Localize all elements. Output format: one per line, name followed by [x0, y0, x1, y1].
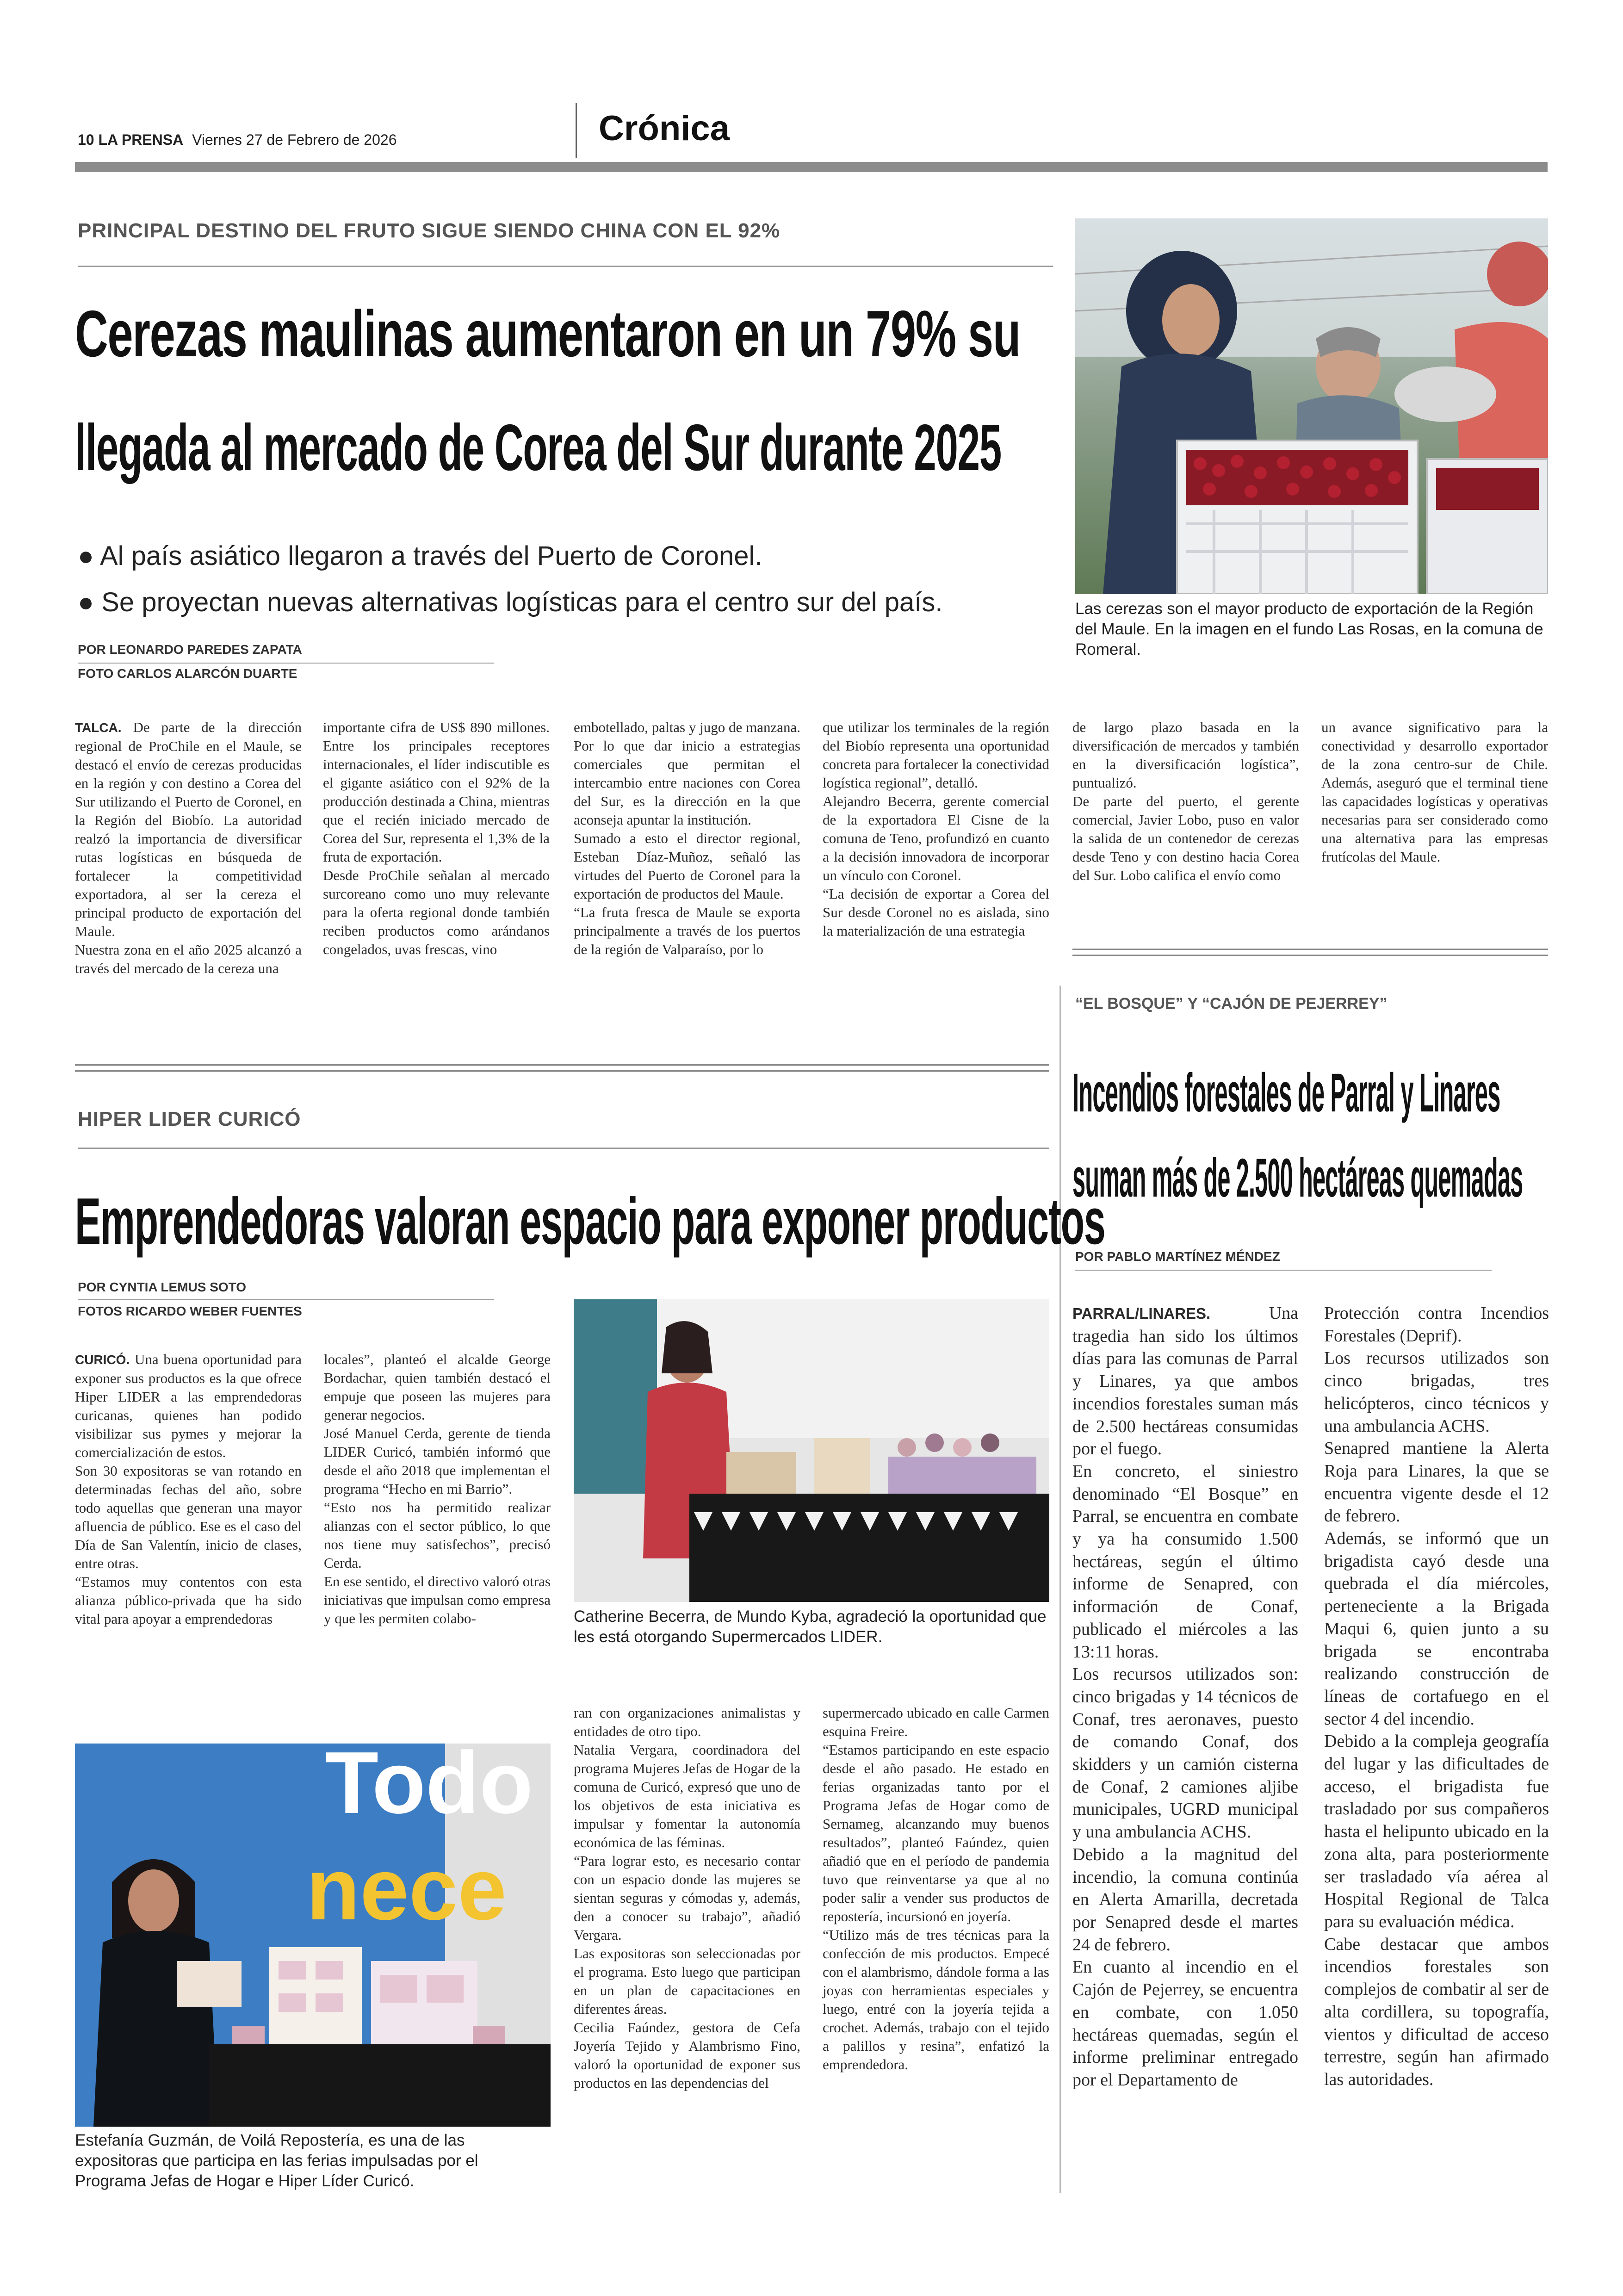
catherine-becerra-photo — [574, 1299, 1049, 1602]
article2-column-2: locales”, planteó el alcalde George Bordachar, quien también destacó el empuje que poseen las mujeres para generar negocios. José Manuel Cerda, gerente de tienda LIDER Curicó, también informó que desde el año 2018 que implementan el programa “Hecho en mi Barrio”. “Esto nos ha permitido realizar alianzas con el sector público, lo que nos tiene muy satisfechos”, precisó Cerda. En ese sentido, el directivo valoró otras iniciativas que impulsan como empresa y que les permiten colabo- — [324, 1351, 551, 1626]
article1-column-3: embotellado, paltas y jugo de manzana. Por lo que dar inicio a estrategias comerciales que permitan el intercambio entre naciones con Corea del Sur, es la dirección en la que aconseja apuntar la institución. Sumado a esto el director regional, Esteban Díaz-Muñoz, señaló las virtudes del Puerto de Coronel para la exportación de productos del Maule. “La fruta fresca de Maule se exporta principalmente a través de los puertos de la región de Valparaíso, por lo — [574, 719, 800, 957]
estefania-guzman-photo — [75, 1744, 551, 2127]
article2-title: Emprendedoras valoran espacio para exponer productos — [75, 1185, 1105, 1258]
article3-column-2: Protección contra Incendios Forestales (Deprif). Los recursos utilizados son cinco brigadas, tres helicópteros, cinco técnicos y una ambulancia ACHS. Senapred mantiene la Alerta Roja para Linares, la que se encuentra vigente desde el 12 de febrero. Además, se informó que un brigadista cayó desde una quebrada el día miércoles, perteneciente a la Brigada Maqui 6, quien junto a su brigada se encontraba realizando construcción de líneas de cortafuego en el sector 4 del incendio. Debido a la compleja geografía del lugar y las dificultades de acceso, el brigadista fue trasladado por sus compañeros hasta el helipunto ubicado en la zona alta, para posteriormente ser trasladado vía aérea al Hospital Regional de Talca para su evaluación médica. Cabe destacar que ambos incendios forestales son complejos de combatir al ser de alta cordillera, su topografía, vientos y dificultad de acceso terrestre, según han afirmado las autoridades. — [1324, 1303, 1549, 2089]
article1-byline: POR LEONARDO PAREDES ZAPATA — [78, 642, 302, 657]
article1-column-2: importante cifra de US$ 890 millones. Entre los principales receptores internacionales, el líder indiscutible es el gigante asiático con el 92% de la producción destinada a China, mientras que el recién iniciado mercado de Corea del Sur, representa el 1,3% de la fruta de exportación. Desde ProChile señalan al mercado surcoreano como uno muy relevante para la oferta regional donde también reciben productos como arándanos congelados, uvas frescas, vino — [323, 719, 550, 957]
estefania-photo-caption: Estefanía Guzmán, de Voilá Repostería, es una de las expositoras que participa en las ferias impulsadas por el Programa Jefas de Hogar e Hiper Líder Curicó. — [75, 2131, 478, 2190]
page-number: 10 — [78, 131, 94, 148]
cherry-harvest-photo — [1075, 218, 1548, 594]
article3-vertical-rule — [1059, 986, 1061, 2193]
article1-photo-credit: FOTO CARLOS ALARCÓN DUARTE — [78, 666, 297, 681]
section-divider-right — [1072, 949, 1548, 956]
article2-column-1: CURICÓ. Una buena oportunidad para exponer sus productos es la que ofrece Hiper LIDER a las emprendedoras curicanas, quienes han podido visibilizar sus pymes y mejorar la comercialización de estos. Son 30 expositoras se van rotando en determinadas fechas del año, sobre todo aquellas que generan una mayor afluencia de público. Ese es el caso del Día de San Valentín, inicio de clases, entre otras. “Estamos muy contentos con esta alianza público-privada que ha sido vital para apoyar a emprendedoras — [75, 1351, 302, 1627]
article1-bullet-2: ● Se proyectan nuevas alternativas logísticas para el centro sur del país. — [78, 587, 943, 617]
section-divider-left — [75, 1064, 1049, 1072]
banner-text-nece: nece — [306, 1840, 507, 1938]
bullet-dot-icon: ● — [78, 587, 94, 617]
article3-title-line2: suman más de 2.500 hectáreas quemadas — [1072, 1148, 1523, 1209]
article3-byline-rule — [1075, 1270, 1492, 1271]
article1-column-1: TALCA. De parte de la dirección regional de ProChile en el Maule, se destacó el envío de cerezas producidas en la región y con destino a Corea del Sur utilizando el Puerto de Coronel, en la Región del Biobío. La autoridad realzó la importancia de diversificar rutas logísticas en búsqueda de fortalecer la competitividad exportadora, al ser la cereza el principal producto de exportación del Maule. Nuestra zona en el año 2025 alcanzó a través del mercado de la cereza una — [75, 719, 302, 976]
article2-dateline: CURICÓ. — [75, 1353, 130, 1367]
header-bar — [75, 162, 1548, 172]
issue-date: Viernes 27 de Febrero de 2026 — [192, 131, 397, 148]
paper-name: LA PRENSA — [98, 131, 184, 148]
article1-column-4: que utilizar los terminales de la región del Biobío representa una oportunidad concreta para fortalecer la conectividad logística regional”, detalló. Alejandro Becerra, gerente comercial de la exportadora El Cisne de la comuna de Teno, profundizó en cuanto a la decisión innovadora de incorporar un vínculo con Coronel. “La decisión de exportar a Corea del Sur desde Coronel no es aislada, sino la materialización de una estrategia — [823, 719, 1049, 939]
kicker-rule — [78, 266, 1053, 267]
article1-column-6: un avance significativo para la conectividad y desarrollo exportador de la zona centro-sur de Chile. Además, aseguró que el terminal tiene las capacidades logísticas y operativas necesarias para ser considerado como una alternativa para las empresas frutícolas del Maule. — [1321, 719, 1548, 865]
article1-title-line2: llegada al mercado de Corea del Sur durante 2025 — [75, 411, 1002, 484]
article3-kicker: “EL BOSQUE” Y “CAJÓN DE PEJERREY” — [1075, 995, 1388, 1012]
page-header — [78, 131, 396, 149]
article2-kicker: HIPER LIDER CURICÓ — [78, 1108, 301, 1130]
section-name: Crónica — [599, 109, 730, 148]
bullet-dot-icon: ● — [78, 541, 94, 571]
article1-column-5: de largo plazo basada en la diversificación de mercados y también en la diversificación logística”, puntualizó. De parte del puerto, el gerente comercial, Javier Lobo, puso en valor la salida de un contenedor de cerezas desde Teno y con destino hacia Corea del Sur. Lobo califica el envío como — [1072, 719, 1299, 883]
article2-kicker-rule — [78, 1148, 1049, 1149]
article3-title-line1: Incendios forestales de Parral y Linares — [1072, 1062, 1500, 1123]
byline-rule — [78, 663, 494, 664]
article3-byline: POR PABLO MARTÍNEZ MÉNDEZ — [1075, 1249, 1280, 1264]
article1-bullet-1: ● Al país asiático llegaron a través del Puerto de Coronel. — [78, 541, 762, 571]
article3-dateline: PARRAL/LINARES. — [1072, 1305, 1211, 1322]
article1-kicker: PRINCIPAL DESTINO DEL FRUTO SIGUE SIENDO CHINA CON EL 92% — [78, 219, 781, 242]
article3-column-1: PARRAL/LINARES. Una tragedia han sido los últimos días para las comunas de Parral y Linares, ya que ambos incendios forestales suman más de 2.500 hectáreas consumidas por el fuego. En concreto, el siniestro denominado “El Bosque” en Parral, se encuentra en combate y ya ha consumido 1.500 hectáreas, según el último informe de Senapred, con información de Conaf, publicado el miércoles a las 13:11 horas. Los recursos utilizados son: cinco brigadas y 14 técnicos de Conaf, tres aeronaves, puesto de comando Conaf, dos skidders y un camión cisterna de Conaf, 2 camiones aljibe municipales, UGRD municipal y una ambulancia ACHS. Debido a la magnitud del incendio, la comuna continúa en Alerta Amarilla, decretada por Senapred desde el martes 24 de febrero. En cuanto al incendio en el Cajón de Pejerrey, se encuentra en combate, con 1.050 hectáreas quemadas, según el informe preliminar entregado por el Departamento de — [1072, 1303, 1298, 2090]
banner-text-todo: Todo — [325, 1744, 533, 1832]
catherine-photo-caption: Catherine Becerra, de Mundo Kyba, agradeció la oportunidad que les está otorgando Supermercados LIDER. — [574, 1607, 1047, 1646]
cherry-photo-caption: Las cerezas son el mayor producto de exportación de la Región del Maule. En la imagen en el fundo Las Rosas, en la comuna de Romeral. — [1075, 600, 1543, 658]
article2-byline: POR CYNTIA LEMUS SOTO — [78, 1280, 247, 1294]
dateline: TALCA. — [75, 720, 122, 735]
article2-column-3: ran con organizaciones animalistas y entidades de otro tipo. Natalia Vergara, coordinadora del programa Mujeres Jefas de Hogar de la comuna de Curicó, expresó que uno de los objetivos de esta iniciativa es impulsar y fomentar la autonomía económica de las féminas. “Para lograr esto, es necesario contar con un espacio donde las mujeres se sientan seguras y cómodas y, además, den a conocer su trabajo”, añadió Vergara. Las expositoras son seleccionadas por el programa. Esto luego que participan en un plan de capacitaciones en diferentes áreas. Cecilia Faúndez, gestora de Cefa Joyería Tejido y Alambrismo Fino, valoró la oportunidad de exponer sus productos en las dependencias del — [574, 1705, 800, 2091]
article2-photo-credit: FOTOS RICARDO WEBER FUENTES — [78, 1304, 302, 1318]
article2-column-4: supermercado ubicado en calle Carmen esquina Freire. “Estamos participando en este espacio desde el año pasado. He estado en ferias organizadas tanto por el Programa Jefas de Hogar como de Sernameg, alcanzando muy buenos resultados”, planteó Faúndez, quien añadió que en el período de pandemia tuvo que reinventarse ya que al no poder salir a vender sus productos de repostería, incursionó en joyería. “Utilizo más de tres técnicas para la confección de mis productos. Empecé con el alambrismo, dándole forma a las joyas con herramientas especiales y luego, entré con la joyería tejida a crochet. Además, trabajo con el tejido a palillos y resina”, enfatizó la emprendedora. — [823, 1705, 1049, 2073]
article1-title-line1: Cerezas maulinas aumentaron en un 79% su — [75, 297, 1021, 371]
header-divider — [576, 103, 577, 158]
article2-byline-rule — [78, 1299, 494, 1300]
